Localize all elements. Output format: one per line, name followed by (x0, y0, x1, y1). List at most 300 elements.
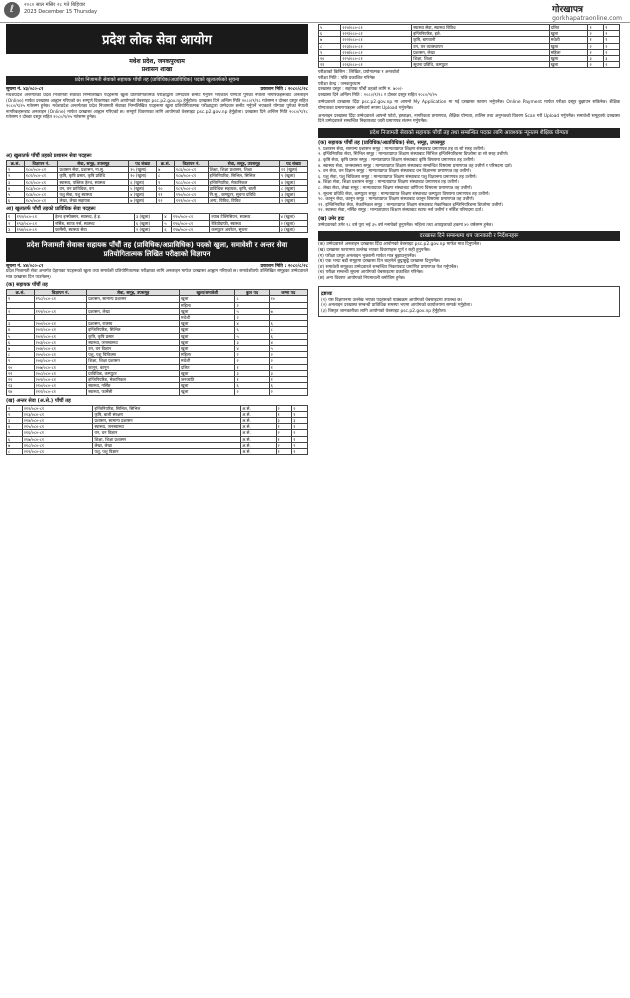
qualification-item: ७. शिक्षा सेवा, शिक्षा प्रशासन समूह : मान्यताप्राप्त शिक्षण संस्थाबाट प्रमाणपत्र तह उत्तीर्ण। (318, 180, 459, 186)
table-cell: अ.से. (241, 405, 276, 411)
table-cell: ८ (269, 327, 307, 333)
instruction-item: (छ) अन्य विवरण आयोगको नियमावली बमोजिम हुनेछ। (318, 276, 406, 282)
brand (552, 2, 622, 22)
qualification-item: २. इन्जिनियरिङ सेवा, सिभिल समूह : मान्यताप्राप्त शिक्षण संस्थाबाट सिभिल इन्जिनियरिङमा डिप्लोमा वा सो सरह उत्तीर्ण। (318, 152, 509, 158)
table-cell: वन, वन व्यवस्थापन (412, 43, 549, 49)
table-cell: ५ (235, 333, 269, 339)
table-cell: २२०/०८०-८१ (341, 25, 412, 31)
table-cell: २१९/०८०-८१ (22, 449, 93, 455)
exam-info (318, 70, 620, 98)
table-cell: इन्जिनियरिङ, मेकानिकल (87, 377, 180, 383)
notice2-publish-date: प्रकाशन मिति : २०८०/८/२८ (260, 264, 308, 270)
table-title-b: आ) खुलातर्फ पाँचौं तहको प्राविधिक सेवा पदहरूः (6, 206, 96, 213)
table-cell: २०१/०८०-८१ (34, 327, 87, 333)
table-cell: स्वास्थ्य सेवा, स्वास्थ्य विविध (412, 25, 549, 31)
column-header: जम्मा पद (269, 290, 307, 296)
qualification-strip: प्रदेश निजामती सेवाको सहायक पाँचौं तह तथा सम्बन्धित पदका लागि आवश्यक न्यूनतम शैक्षिक योग्यता (318, 128, 620, 138)
table-cell: प्राविधिक सहायक, कृषि, बाली (208, 185, 279, 191)
notice2-table-title: (क) सहायक पाँचौं तह (6, 282, 48, 289)
qualification-item: ६. पशु सेवा, पशु चिकित्सा समूह : मान्यताप्राप्त शिक्षण संस्थाबाट पशु विज्ञानमा प्रमाणपत्र तह उत्तीर्ण। (318, 174, 477, 180)
table-cell: जनजाति (180, 377, 235, 383)
table-cell: १२ (7, 377, 35, 383)
table-cell: ३ (292, 418, 308, 424)
table-cell: कृषि, कृषि प्रसार (87, 333, 180, 339)
table-title: अ) खुलातर्फ पाँचौं तहको प्रशासन सेवा पदहरूः (6, 153, 92, 159)
table-cell: प्राविधिक, कम्प्युटर (87, 370, 180, 376)
table-cell: ६ (269, 333, 307, 339)
vacancy-table-a (6, 160, 308, 204)
table-cell: ४ (7, 424, 23, 430)
table-cell: २ (7, 308, 35, 314)
table-cell: १ (292, 411, 308, 417)
table-cell: २२३/०८०-८१ (341, 43, 412, 49)
table-cell: महिला (549, 49, 588, 55)
table-cell: हेल्थ इन्स्पेक्सन, स्वास्थ्य, हे.इ. (54, 214, 135, 220)
table-cell: ८ (319, 43, 341, 49)
instruction-item: (ग) परीक्षा दस्तुर अनलाइन भुक्तानी मार्फत मात्र बुझाउनुपर्नेछ। (318, 253, 417, 259)
table-cell: ३ (7, 179, 25, 185)
table-cell: खुला (180, 389, 235, 395)
table-cell: ४ (7, 185, 25, 191)
table-cell: १ (269, 377, 307, 383)
table-cell: वन, वन प्राविधिक, वन (58, 185, 129, 191)
table-cell: अ.से. (241, 411, 276, 417)
table-cell: ९ (7, 358, 35, 364)
table-cell: दलित (549, 25, 588, 31)
table-cell: ६ (खुला) (135, 220, 163, 226)
table-row (7, 226, 308, 232)
footnote-title: द्रष्टव्यः (321, 290, 333, 297)
column-header: कुल पद (235, 290, 269, 296)
table-cell: १८४/०८०-८१ (24, 192, 58, 198)
table-row (319, 62, 620, 68)
table-cell: ७ (269, 308, 307, 314)
table-cell: अन्य, विविध, विविध (208, 198, 279, 204)
table-cell: स्वास्थ्य, नर्सिङ (87, 383, 180, 389)
table-cell: ३ (खुला) (280, 192, 308, 198)
instruction-item: (घ) एक भन्दा बढी समूहमा दरखास्त दिन चाहनेले छुट्टाछुट्टै दरखास्त दिनुपर्नेछ। (318, 259, 441, 265)
table-cell: २ (7, 220, 16, 226)
table-cell: अ.से. (241, 418, 276, 424)
table-cell: इन्जिनियरिङ, इले. (412, 31, 549, 37)
table-cell: २२१/०८०-८१ (341, 31, 412, 37)
table-cell: इन्जिनियरिङ, सिभिल (87, 327, 180, 333)
table-cell: ल्याब टेक्निसियन, स्वास्थ्य (210, 214, 279, 220)
issue-date-english: 2023 December 15 Thursday (24, 9, 98, 15)
table-cell: २००/०८०-८१ (34, 321, 87, 327)
table-cell: शिक्षा, शिक्षा (412, 56, 549, 62)
table-cell: स्वास्थ्य, फार्मेसी (87, 389, 180, 395)
page (6, 24, 624, 994)
table-cell: ६ (7, 198, 25, 204)
table-cell: कृषि, बागवानी (412, 37, 549, 43)
table-cell: १२ (157, 198, 175, 204)
notice-number: सूचना नं. ४३/०८०-८१ (6, 87, 44, 92)
qualification-item: १२. स्वास्थ्य सेवा, नर्सिङ समूह : मान्यताप्राप्त शिक्षण संस्थाबाट स्टाफ नर्स उत्तीर्ण र नर्सिङ परिषदमा दर्ता। (318, 208, 483, 214)
table-cell: ३ (7, 321, 35, 327)
table-cell: ३ (खुला) (135, 214, 163, 220)
age-limit-text: उम्मेदवारको उमेर १८ वर्ष पूरा भई ३५ वर्ष ननाघेको हुनुपर्नेछ। महिला तथा अपाङ्गताको हकमा ४० वर्षसम्म हुनेछ। (318, 222, 494, 228)
column-header: पद संख्या (280, 161, 308, 167)
table-cell: इन्जिनियरिङ, सिभिल, सिभिल (208, 173, 279, 179)
table-cell: १८७/०८०-८१ (174, 173, 208, 179)
table-cell: १८९/०८०-८१ (174, 185, 208, 191)
table-cell: ११ (खुला) (280, 167, 308, 173)
publish-date: प्रकाशन मिति : २०८०/८/२८ (260, 87, 308, 92)
table-cell: १९९/०८०-८१ (34, 308, 87, 314)
table-cell: खुला (549, 62, 588, 68)
table-cell: प्रशासन, राजस्व (87, 321, 180, 327)
table-cell: शिक्षा, शिक्षा प्रशासन (87, 358, 180, 364)
table-cell: २ (269, 358, 307, 364)
table-cell: वन, वन विज्ञान (93, 430, 241, 436)
table-cell: लेखा, लेखा (93, 442, 241, 448)
newspaper-header (0, 0, 630, 23)
table-cell: २ (235, 352, 269, 358)
table-cell: १९८/०८०-८१ (34, 296, 87, 302)
notice-body (6, 93, 308, 151)
issue-date-nepali: २०८० साल मंसिर २८ गते बिहिवार (24, 2, 86, 8)
column-header: क्र.सं. (157, 161, 175, 167)
brand-url[interactable]: gorkhapatraonline.com (552, 15, 622, 22)
qualification-item: ३. कृषि सेवा, कृषि प्रसार समूह : मान्यताप्राप्त शिक्षण संस्थाबाट कृषि विषयमा प्रमाणपत्र तह उत्तीर्ण। (318, 157, 475, 163)
table-cell: वन, वन विज्ञान (87, 346, 180, 352)
table-cell: नर्सिङ, स्टाफ नर्स, स्वास्थ्य (54, 220, 135, 226)
table-cell: २ (292, 430, 308, 436)
notice-subtitle-branch: प्रशासन शाखा (141, 66, 173, 73)
info-line: परीक्षाको किसिम : लिखित, प्रयोगात्मक र अन्तर्वार्ता (318, 70, 400, 76)
table-cell: ६ (7, 436, 23, 442)
instruction-list (318, 242, 620, 281)
notice-meta (6, 86, 308, 92)
table-cell: १८५/०८०-८१ (24, 198, 58, 204)
column-header: सेवा, समूह, उपसमूह (87, 290, 180, 296)
table-cell: अ.से. (241, 430, 276, 436)
table-cell: १९१/०८०-८१ (174, 198, 208, 204)
table-cell: २२४/०८०-८१ (341, 49, 412, 55)
table-cell: ६ (235, 327, 269, 333)
notice-subtitle-province: मधेश प्रदेश, जनकपुरधाम (129, 58, 185, 65)
table-cell: ६ (269, 383, 307, 389)
table-cell: २११/०८०-८१ (34, 389, 87, 395)
table-cell: अ.से. (241, 436, 276, 442)
table-cell: खुला (549, 56, 588, 62)
table-cell: १० (269, 296, 307, 302)
table-cell: १ (235, 364, 269, 370)
table-cell: ७ (157, 167, 175, 173)
table-cell: २१३/०८०-८१ (22, 411, 93, 417)
table-cell: २०७/०८०-८१ (34, 364, 87, 370)
qualification-title: (क) सहायक पाँचौं तह (प्राविधिक/अप्राविधिक) सेवा, समूह, उपसमूह (318, 139, 445, 146)
table-cell: मधेशी (180, 358, 235, 364)
table-cell: २ (269, 389, 307, 395)
table-cell: ५ (319, 25, 341, 31)
table-cell: प्रशासन, लेखा (87, 308, 180, 314)
table-cell: महिला (180, 352, 235, 358)
table-cell: २ (खुला) (279, 220, 307, 226)
table-cell: कम्प्युटर अपरेटर, सूचना (210, 226, 279, 232)
table-cell: ९ (157, 179, 175, 185)
table-row (7, 389, 308, 395)
table-cell: २२५/०८०-८१ (341, 56, 412, 62)
table-cell: ६ (163, 226, 172, 232)
table-cell: १९०/०८०-८१ (174, 192, 208, 198)
table-cell: १९६/०८०-८१ (171, 220, 210, 226)
instruction-item: (ङ) समावेशी समूहका उम्मेदवारले सम्बन्धित निकायबाट प्रमाणित प्रमाणपत्र पेश गर्नुपर्नेछ। (318, 264, 458, 270)
qualification-item: १. प्रशासन सेवा, सामान्य प्रशासन समूह : मान्यताप्राप्त शिक्षण संस्थाबाट प्रमाणपत्र तह वा सो सरह उत्तीर्ण। (318, 146, 485, 152)
table-cell: खुला (180, 346, 235, 352)
table-cell: अ.से. (241, 449, 276, 455)
column-header: विज्ञापन नं. (174, 161, 208, 167)
table-cell: पशु, पशु चिकित्सा (87, 352, 180, 358)
table-cell: १८१/०८०-८१ (24, 173, 58, 179)
left-column (6, 24, 308, 455)
table-cell: १८२/०८०-८१ (24, 179, 58, 185)
table-cell: फार्मेसी, स्वास्थ्य सेवा (54, 226, 135, 232)
table-cell: ११ (319, 62, 341, 68)
table-cell: २ (खुला) (135, 226, 163, 232)
table-cell: २०६/०८०-८१ (34, 358, 87, 364)
table-cell: २०२/०८०-८१ (34, 333, 87, 339)
table-cell: ४ (7, 327, 35, 333)
table-cell: ४ (खुला) (279, 214, 307, 220)
table-cell: २०९/०८०-८१ (34, 377, 87, 383)
table-cell: २१०/०८०-८१ (34, 383, 87, 389)
table-cell: २ (292, 405, 308, 411)
table-cell: खुला (180, 296, 235, 302)
table-cell: स्वास्थ्य, जनस्वास्थ्य (87, 339, 180, 345)
table-cell: दलित (180, 364, 235, 370)
column-header: खुला/समावेशी (180, 290, 235, 296)
table-cell: ४ (235, 321, 269, 327)
footnote-box (318, 286, 620, 318)
instruction-item: (क) उम्मेदवारले अनलाइन दरखास्त दिँदा आयोगको वेबसाइट psc.p2.gov.np मार्फत मात्र दिनुपर्नेछ। (318, 242, 481, 248)
footnote-list (321, 298, 617, 315)
table-cell: ३ (7, 226, 16, 232)
table-cell: कृषि, कृषि प्रसार, कृषि प्रविधि (58, 173, 129, 179)
info-line: परीक्षा केन्द्र : जनकपुरधाम (318, 81, 361, 87)
table-cell: २०४/०८०-८१ (34, 346, 87, 352)
table-cell: १ (276, 411, 292, 417)
table-cell: १ (588, 25, 604, 31)
table-cell: ५ (235, 308, 269, 314)
table-cell: १ (292, 436, 308, 442)
age-limit-title: (ख) उमेर हदः (318, 215, 345, 222)
table-cell: स्वास्थ्य, जनस्वास्थ्य (93, 424, 241, 430)
qualification-item: ९. सूचना प्रविधि सेवा, कम्प्युटर समूह : मान्यताप्राप्त शिक्षण संस्थाबाट कम्प्युटर विषयमा प्रमाणपत्र तह उत्तीर्ण। (318, 191, 490, 197)
table-cell: १ (604, 37, 620, 43)
qualification-item: ४. स्वास्थ्य सेवा, जनस्वास्थ्य समूह : मान्यताप्राप्त शिक्षण संस्थाबाट सम्बन्धित विषयमा प्रमाणपत्र तह उत्तीर्ण र परिषदमा दर्ता। (318, 163, 513, 169)
right-column (318, 24, 620, 317)
table-cell: ५ (खुला) (129, 185, 157, 191)
table-cell: ६ (235, 383, 269, 389)
qualification-item: ५. वन सेवा, वन विज्ञान समूह : मान्यताप्राप्त शिक्षण संस्थाबाट वन विज्ञानमा प्रमाणपत्र तह उत्तीर्ण। (318, 169, 472, 175)
table-cell: १ (588, 49, 604, 55)
column-header: सेवा, समूह, उपसमूह (58, 161, 129, 167)
table-cell: २ (588, 43, 604, 49)
table-cell: १८६/०८०-८१ (174, 167, 208, 173)
table-cell: १ (292, 449, 308, 455)
column-header: विज्ञापन नं. (34, 290, 87, 296)
vacancy-table-b (6, 213, 308, 233)
table-cell: ९ (खुला) (280, 173, 308, 179)
table-cell: २ (604, 62, 620, 68)
table-cell: १ (7, 167, 25, 173)
column-header: पद संख्या (129, 161, 157, 167)
table-cell: खुला (180, 327, 235, 333)
notice2-table (6, 289, 308, 395)
table-cell: २ (7, 173, 25, 179)
table-cell: ७ (7, 442, 23, 448)
table-cell: ७ (खुला) (129, 198, 157, 204)
instruction-item: (ख) दरखास्त फाराममा उल्लेख भएका विवरणहरू पूर्ण र सही हुनुपर्नेछ। (318, 248, 431, 254)
footnote-item: (२) अनलाइन दरखास्त सम्बन्धी प्राविधिक समस्या भएमा आयोगको कार्यालयमा सम्पर्क गर्नुहोला। (321, 303, 472, 309)
footnote-item: (१) यस विज्ञापनमा उल्लेख भएका पदहरूको पाठ्यक्रम आयोगको वेबसाइटमा उपलब्ध छ। (321, 297, 463, 303)
table-cell: पशु, पशु विज्ञान (93, 449, 241, 455)
table-cell: २१८/०८०-८१ (22, 442, 93, 448)
table-cell: स्वास्थ्य, पब्लिक हेल्थ, स्वास्थ्य (58, 179, 129, 185)
table-cell: २ (588, 31, 604, 37)
table-cell: १ (7, 405, 23, 411)
qualification-list (318, 147, 620, 214)
table-cell: १९४/०८०-८१ (15, 226, 54, 232)
notice-strip: प्रदेश निजामती सेवाको सहायक पाँचौं तह (प्राविधिक/अप्राविधिक) पदको खुलातर्फको सूचना (6, 76, 308, 85)
table-cell: २२६/०८०-८१ (341, 62, 412, 68)
table-cell: ८ (7, 449, 23, 455)
notice-title: प्रदेश लोक सेवा आयोग (6, 24, 308, 54)
right-top-table (318, 24, 620, 68)
table-cell: २ (235, 358, 269, 364)
table-cell: १ (588, 37, 604, 43)
table-cell: ३ (588, 56, 604, 62)
table-cell: खुला (180, 333, 235, 339)
table-cell: ५ (163, 220, 172, 226)
table-cell: खुला (180, 339, 235, 345)
newspaper-logo-icon: ℓ (4, 2, 20, 18)
table-cell: महिला (180, 302, 235, 308)
brand-title: गोरखापत्र (552, 5, 583, 15)
table-cell: २१७/०८०-८१ (22, 436, 93, 442)
table-cell: १८३/०८०-८१ (24, 185, 58, 191)
table-cell: २ (604, 31, 620, 37)
table-cell: २०५/०८०-८१ (34, 352, 87, 358)
table-cell: १३ (7, 383, 35, 389)
table-cell: १० (7, 364, 35, 370)
footnote-item: (३) विस्तृत जानकारीका लागि आयोगको वेबसाइट psc.p2.gov.np हेर्नुहोला। (321, 308, 447, 314)
notice2-table2-title: (ख) अन्तर सेवा (अ.से.) पाँचौं तह (6, 397, 71, 404)
table-cell: ५ (7, 192, 25, 198)
notice2-number: सूचना नं. ४४/०८०-८१ (6, 264, 44, 270)
table-cell: २ (खुला) (280, 198, 308, 204)
table-cell: मधेशी (549, 37, 588, 43)
table-cell: ४ (खुला) (280, 179, 308, 185)
table-cell: ११ (7, 370, 35, 376)
table-cell: १ (7, 296, 35, 302)
table-cell: १९७/०८०-८१ (171, 226, 210, 232)
instructions-strip: दरखास्त दिने सम्बन्धमा थप जानकारी र निर्देशनहरू (318, 231, 620, 241)
table-cell: प्रशासन, सामान्य प्रशासन (87, 296, 180, 302)
table-cell: इन्जिनियरिङ, सिभिल, सिभिल (93, 405, 241, 411)
table-cell: ४ (खुला) (129, 192, 157, 198)
table-cell: २ (269, 352, 307, 358)
table-cell: ५ (7, 333, 35, 339)
table-cell: सूचना प्रविधि, कम्प्युटर (412, 62, 549, 68)
notice2-body: प्रदेश निजामती सेवा अन्तर्गत देहायका पदहरूको खुला तथा समावेशी प्रतियोगितात्मक परीक्षाका लागि अनलाइन मार्फत दरखास्त आह्वान गरिएको छ। समावेशीतर्फ उल्लिखित समूहका उम्मेदवारले मात्र दरखास्त दिन पाउनेछन्। (6, 269, 308, 280)
table-cell: शिक्षा, शिक्षा प्रशासन, शिक्षा (208, 167, 279, 173)
table-cell: इन्जिनियरिङ, मेकानिकल (208, 179, 279, 185)
table-cell: खुला (180, 383, 235, 389)
table-cell: १० (खुला) (129, 173, 157, 179)
table-cell: २१५/०८०-८१ (22, 424, 93, 430)
table-cell: प्रशासन, सामान्य प्रशासन (93, 418, 241, 424)
table-cell: २०३/०८०-८१ (34, 339, 87, 345)
table-cell: शिक्षा, शिक्षा प्रशासन (93, 436, 241, 442)
table-cell: ८ (157, 173, 175, 179)
table-cell: पशु सेवा, पशु स्वास्थ्य (58, 192, 129, 198)
table-cell: ९ (319, 49, 341, 55)
table-row (7, 449, 308, 455)
info-line: परीक्षा मिति : पछि प्रकाशित गरिनेछ (318, 76, 375, 82)
table-cell: २१६/०८०-८१ (22, 430, 93, 436)
table-cell: २ (588, 62, 604, 68)
table-cell: खुला (180, 321, 235, 327)
qualification-item: ११. इन्जिनियरिङ सेवा, मेकानिकल समूह : मान्यताप्राप्त शिक्षण संस्थाबाट मेकानिकल इन्जिनियरिङमा डिप्लोमा उत्तीर्ण। (318, 202, 504, 208)
table-cell: ५ (269, 346, 307, 352)
info-line: दरखास्त दिने अन्तिम मिति : २०८०/९/१८ र दोब्बर दस्तुर सहित २०८०/९/२५ (318, 92, 438, 98)
qualification-item: १०. कानून सेवा, कानून समूह : मान्यताप्राप्त शिक्षण संस्थाबाट कानून विषयमा प्रमाणपत्र तह उत्तीर्ण। (318, 197, 475, 203)
table-cell: खुला (549, 31, 588, 37)
table-cell: ३ (235, 339, 269, 345)
table-cell: २०८/०८०-८१ (34, 370, 87, 376)
table-cell: कानून, कानून (87, 364, 180, 370)
table-cell: १ (292, 424, 308, 430)
table-cell: ४ (163, 214, 172, 220)
column-header: विज्ञापन नं. (24, 161, 58, 167)
table-cell: कृषि, बाली संरक्षण (93, 411, 241, 417)
column-header: सेवा, समूह, उपसमूह (208, 161, 279, 167)
table-cell: ७ (319, 37, 341, 43)
table-cell: अ.से. (241, 424, 276, 430)
issue-date (24, 2, 97, 16)
column-header: क्र.सं. (7, 290, 35, 296)
table-cell: १ (604, 25, 620, 31)
table-cell: १ (276, 436, 292, 442)
notice2-table2 (6, 405, 308, 456)
table-cell: प्रशासन, लेखा (412, 49, 549, 55)
table-cell: २ (7, 411, 23, 417)
table-cell: ३ (604, 56, 620, 62)
notice-body-text: मधेशप्रदेश अन्तर्गतका प्रदेश निजामती सेवाका निम्नलिखित पदहरूमा खुला प्रतियोगितात्मक परीक्षाद्वारा उम्मेदवार छनौट गर्नुपर्ने भएकाले योग्यता पुगेका नेपाली नागरिकहरूबाट अनलाइन (Online) मार्फत दरखास्त आह्वान गरिएको छ। सम्पूर्ण विवरणका लागि आयोगको वेबसाइट psc.p2.gov.np हेर्नुहोला। दरखास्त दिने अन्तिम मिति २०८०/९/१८ गतेसम्म र दोब्बर दस्तुर सहित २०८०/९/२५ गतेसम्म हुनेछ। (6, 93, 308, 110)
table-cell: १ (276, 449, 292, 455)
table-cell: २१४/०८०-८१ (22, 418, 93, 424)
table-cell: २२२/०८०-८१ (341, 37, 412, 43)
table-cell: ३ (269, 370, 307, 376)
table-cell: २ (276, 430, 292, 436)
table-cell: ६ (7, 339, 35, 345)
table-cell: १० (319, 56, 341, 62)
table-cell: ६ (खुला) (129, 179, 157, 185)
table-cell: ३ (7, 418, 23, 424)
table-cell: ३ (276, 418, 292, 424)
table-cell: मधेशी (180, 315, 235, 321)
table-cell: रेडियोग्राफी, स्वास्थ्य (210, 220, 279, 226)
table-cell: १५ (खुला) (129, 167, 157, 173)
application-instructions: उम्मेदवारले दरखास्त दिँदा psc.p2.gov.np मा आफ्नो My Application मा गई दरखास्त फाराम भर्नुपर्नेछ। Online Payment मार्फत परीक्षा दस्तुर बुझाउन सकिनेछ। शैक्षिक योग्यताका प्रमाणपत्रहरू अनिवार्य रूपमा Upload गर्नुपर्नेछ। (318, 100, 620, 111)
table-cell: ११ (157, 192, 175, 198)
table-cell: ८ (खुला) (280, 185, 308, 191)
notice-body-text-2: मधेशप्रदेश अन्तर्गतका प्रदेश निजामती सेवाका निम्नलिखित पदहरूमा खुला प्रतियोगितात्मक परीक्षाद्वारा उम्मेदवार छनौट गर्नुपर्ने भएकाले योग्यता पुगेका नेपाली नागरिकहरूबाट अनलाइन (Online) मार्फत दरखास्त आह्वान गरिएको छ। सम्पूर्ण विवरणका लागि आयोगको वेबसाइट psc.p2.gov.np हेर्नुहोला। दरखास्त दिने अन्तिम मिति २०८०/९/१८ गतेसम्म र दोब्बर दस्तुर सहित २०८०/९/२५ गतेसम्म हुनेछ। (6, 104, 308, 121)
table-cell: ४ (269, 339, 307, 345)
